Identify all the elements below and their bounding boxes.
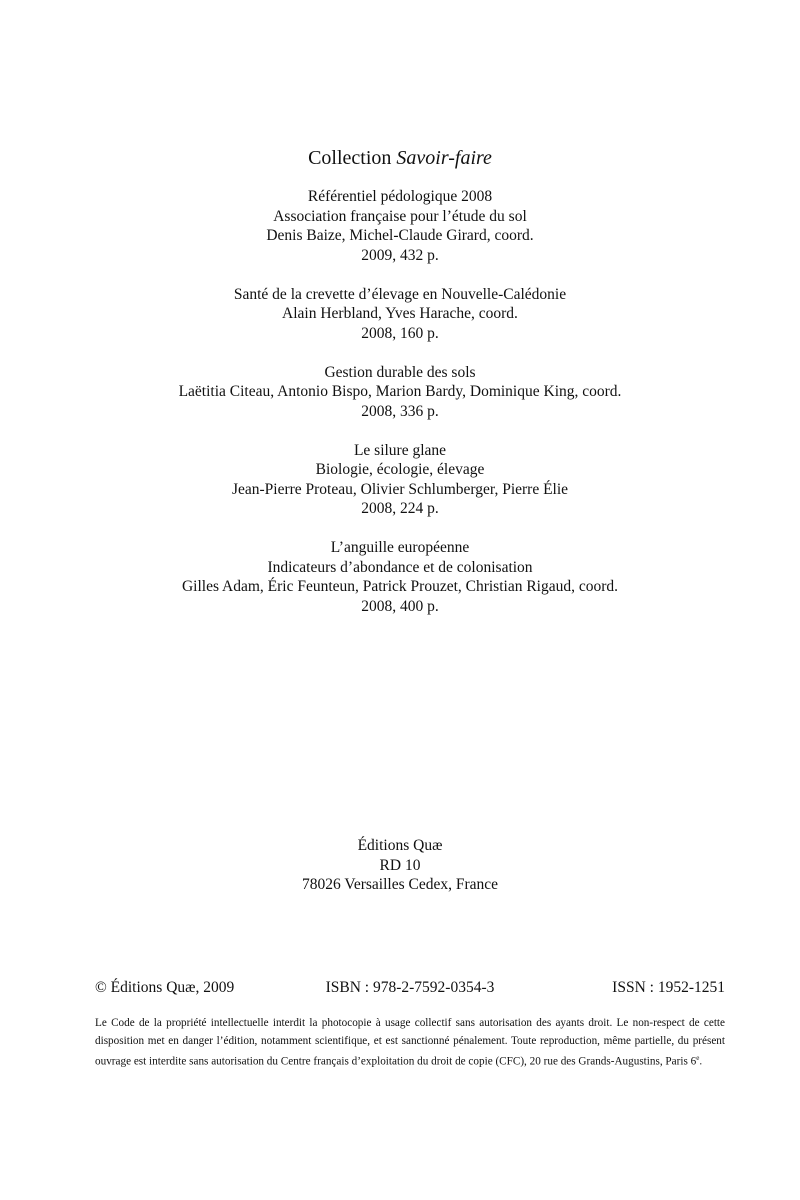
publisher-city: 78026 Versailles Cedex, France — [302, 876, 498, 893]
copyright-notice: © Éditions Quæ, 2009 — [95, 979, 235, 996]
book-authors: Jean-Pierre Proteau, Olivier Schlumberger, Pierre Élie — [231, 480, 569, 498]
book-entry — [0, 538, 800, 616]
book-list — [0, 187, 800, 636]
book-authors: Denis Baize, Michel-Claude Girard, coord. — [266, 227, 534, 244]
publisher-address — [0, 836, 800, 895]
book-publisher-line: Association française pour l’étude du sol — [273, 207, 527, 225]
book-year-pages: 2008, 160 p. — [361, 324, 439, 342]
book-year-pages: 2008, 336 p. — [361, 402, 439, 420]
book-title: Référentiel pédologique 2008 — [307, 188, 493, 205]
legal-notice-text: Le Code de la propriété intellectuelle interdit la photocopie à usage collectif sans autorisation des ayants droit. Le non-respect de cette disposition met en danger l’édition, notamment scientifique, et est sanctionné pénalement. Toute reproduction, même partielle, du présent ouvrage est interdite sans autorisation du Centre français d’exploitation du droit de copie (CFC), 20 rue des Grands-Augustins, Paris 6 — [95, 1017, 725, 1068]
collection-series-title: Savoir-faire — [396, 147, 492, 169]
book-year-pages: 2008, 224 p. — [361, 500, 439, 517]
book-title: Le silure glane — [353, 441, 447, 459]
issn-number: ISSN : 1952-1251 — [612, 979, 725, 996]
book-title: L’anguille européenne — [330, 539, 470, 556]
book-entry — [0, 285, 800, 344]
book-year-pages: 2008, 400 p. — [361, 597, 439, 615]
publication-references — [95, 977, 725, 999]
book-authors: Gilles Adam, Éric Feunteun, Patrick Prouzet, Christian Rigaud, coord. — [181, 578, 619, 595]
book-authors: Alain Herbland, Yves Harache, coord. — [282, 305, 518, 322]
book-title: Gestion durable des sols — [324, 363, 476, 381]
legal-notice — [95, 1015, 725, 1071]
book-entry — [0, 363, 800, 422]
book-subtitle: Indicateurs d’abondance et de colonisation — [267, 558, 533, 576]
publisher-street: RD 10 — [379, 856, 421, 874]
book-entry — [0, 187, 800, 265]
book-title: Santé de la crevette d’élevage en Nouvelle-Calédonie — [233, 285, 567, 303]
isbn-number: ISBN : 978-2-7592-0354-3 — [325, 979, 495, 996]
collection-prefix: Collection — [308, 147, 392, 169]
book-year-pages: 2009, 432 p. — [361, 246, 439, 264]
publisher-name: Éditions Quæ — [357, 837, 443, 854]
legal-notice-end: . — [699, 1055, 703, 1068]
legal-notice-superscript: e — [696, 1054, 700, 1062]
book-authors: Laëtitia Citeau, Antonio Bispo, Marion Bardy, Dominique King, coord. — [178, 383, 622, 400]
book-entry — [0, 441, 800, 519]
collection-heading — [0, 146, 800, 170]
book-subtitle: Biologie, écologie, élevage — [315, 461, 485, 478]
